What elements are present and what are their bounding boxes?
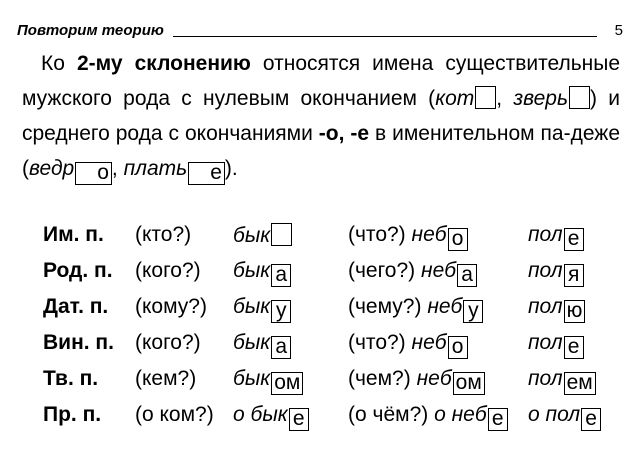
ending-box: а [271,264,291,287]
ending-box [271,223,292,246]
word-stem: пол [528,367,563,390]
text-segment: ). [224,157,238,180]
ending-box: о [448,228,468,251]
table-row [43,329,623,365]
ending-box: е [289,408,309,431]
bold-term: -о, -е [318,122,370,145]
ending-box: а [271,336,291,359]
case-question: (чему?) [348,295,422,318]
ending-box: е [188,162,225,185]
example-word: кот [435,87,475,110]
neuter-cell [348,403,508,431]
masculine-word [233,403,309,431]
case-question: (о чём?) [348,403,429,426]
header-rule [173,36,597,37]
table-row [43,365,623,401]
word-stem: бык [250,403,288,426]
page-number: 5 [614,22,623,39]
ending-box: ю [564,300,586,323]
word-stem: неб [421,259,457,282]
table-row [43,401,623,437]
word-stem: неб [411,223,447,246]
neuter-word [421,259,477,286]
page-header [17,20,625,42]
text-segment: , [496,87,514,110]
ending-box [475,86,496,109]
bold-term: 2-му склонению [76,52,251,75]
case-question: (кому?) [135,295,207,318]
ending-box: я [564,264,584,287]
word-stem: пол [528,223,563,246]
example-word: ведр [29,157,75,180]
neuter-cell [348,259,477,287]
word-stem: бык [233,331,271,354]
neuter-word [416,367,485,394]
word-stem: пол [528,295,563,318]
text-segment: в именительном па-деже ( [22,122,620,180]
table-row [43,221,623,257]
table-row [43,293,623,329]
case-question: (кого?) [135,331,201,354]
case-name: Пр. п. [43,403,102,426]
case-question: (чего?) [348,259,416,282]
declension-table [43,221,623,437]
ending-box: е [488,408,508,431]
neuter-word-2 [528,223,584,251]
masculine-word [233,331,291,359]
text-segment: , [111,157,124,180]
word-stem: бык [233,295,271,318]
case-question: (кто?) [135,223,192,246]
ending-box: е [564,228,584,251]
word-stem: бык [233,224,271,247]
preposition: о [233,403,251,426]
example-word: плать [123,157,188,180]
case-question: (что?) [348,223,406,246]
case-name: Дат. п. [43,295,109,318]
word-stem: пол [545,403,581,426]
neuter-cell [348,295,483,323]
ending-box: а [457,264,477,287]
case-name: Род. п. [43,259,113,282]
masculine-word [233,223,292,248]
case-question: (чем?) [348,367,411,390]
neuter-word [411,331,468,358]
ending-box: ом [271,372,303,395]
ending-box: ом [453,372,485,395]
word-stem: неб [411,331,447,354]
word-stem: бык [233,367,271,390]
neuter-cell [348,223,468,251]
neuter-word [411,223,468,250]
masculine-word [233,259,291,287]
ending-box: у [271,300,291,323]
neuter-cell [348,331,468,359]
neuter-word [434,403,508,430]
preposition: о [434,403,452,426]
case-question: (кем?) [135,367,197,390]
masculine-word [233,367,303,395]
ending-box: е [581,408,601,431]
text-segment: ) и среднего рода с окончаниями [22,87,620,145]
case-question: (кого?) [135,259,201,282]
word-stem: неб [451,403,487,426]
neuter-cell [348,367,485,395]
case-name: Тв. п. [43,367,99,390]
masculine-word [233,295,291,323]
word-stem: пол [528,259,563,282]
section-title: Повторим теорию [17,22,164,39]
ending-box: о [75,162,112,185]
case-name: Вин. п. [43,331,114,354]
ending-box: у [463,300,483,323]
preposition: о [528,403,546,426]
neuter-word-2 [528,295,585,323]
case-question: (что?) [348,331,406,354]
case-name: Им. п. [43,223,104,246]
word-stem: неб [427,295,463,318]
neuter-word [427,295,483,322]
word-stem: пол [528,331,563,354]
ending-box: ем [564,372,596,395]
neuter-word-2 [528,403,601,431]
word-stem: неб [416,367,452,390]
example-word: зверь [513,87,569,110]
neuter-word-2 [528,367,596,395]
text-segment: Ко [41,52,77,75]
theory-paragraph [22,46,620,186]
text-segment: относятся имена существительные мужского рода с нулевым окончанием ( [22,52,621,110]
ending-box: е [564,336,584,359]
case-question: (о ком?) [135,403,214,426]
word-stem: бык [233,259,271,282]
ending-box: о [448,336,468,359]
neuter-word-2 [528,259,584,287]
ending-box [569,86,590,109]
table-row [43,257,623,293]
neuter-word-2 [528,331,584,359]
